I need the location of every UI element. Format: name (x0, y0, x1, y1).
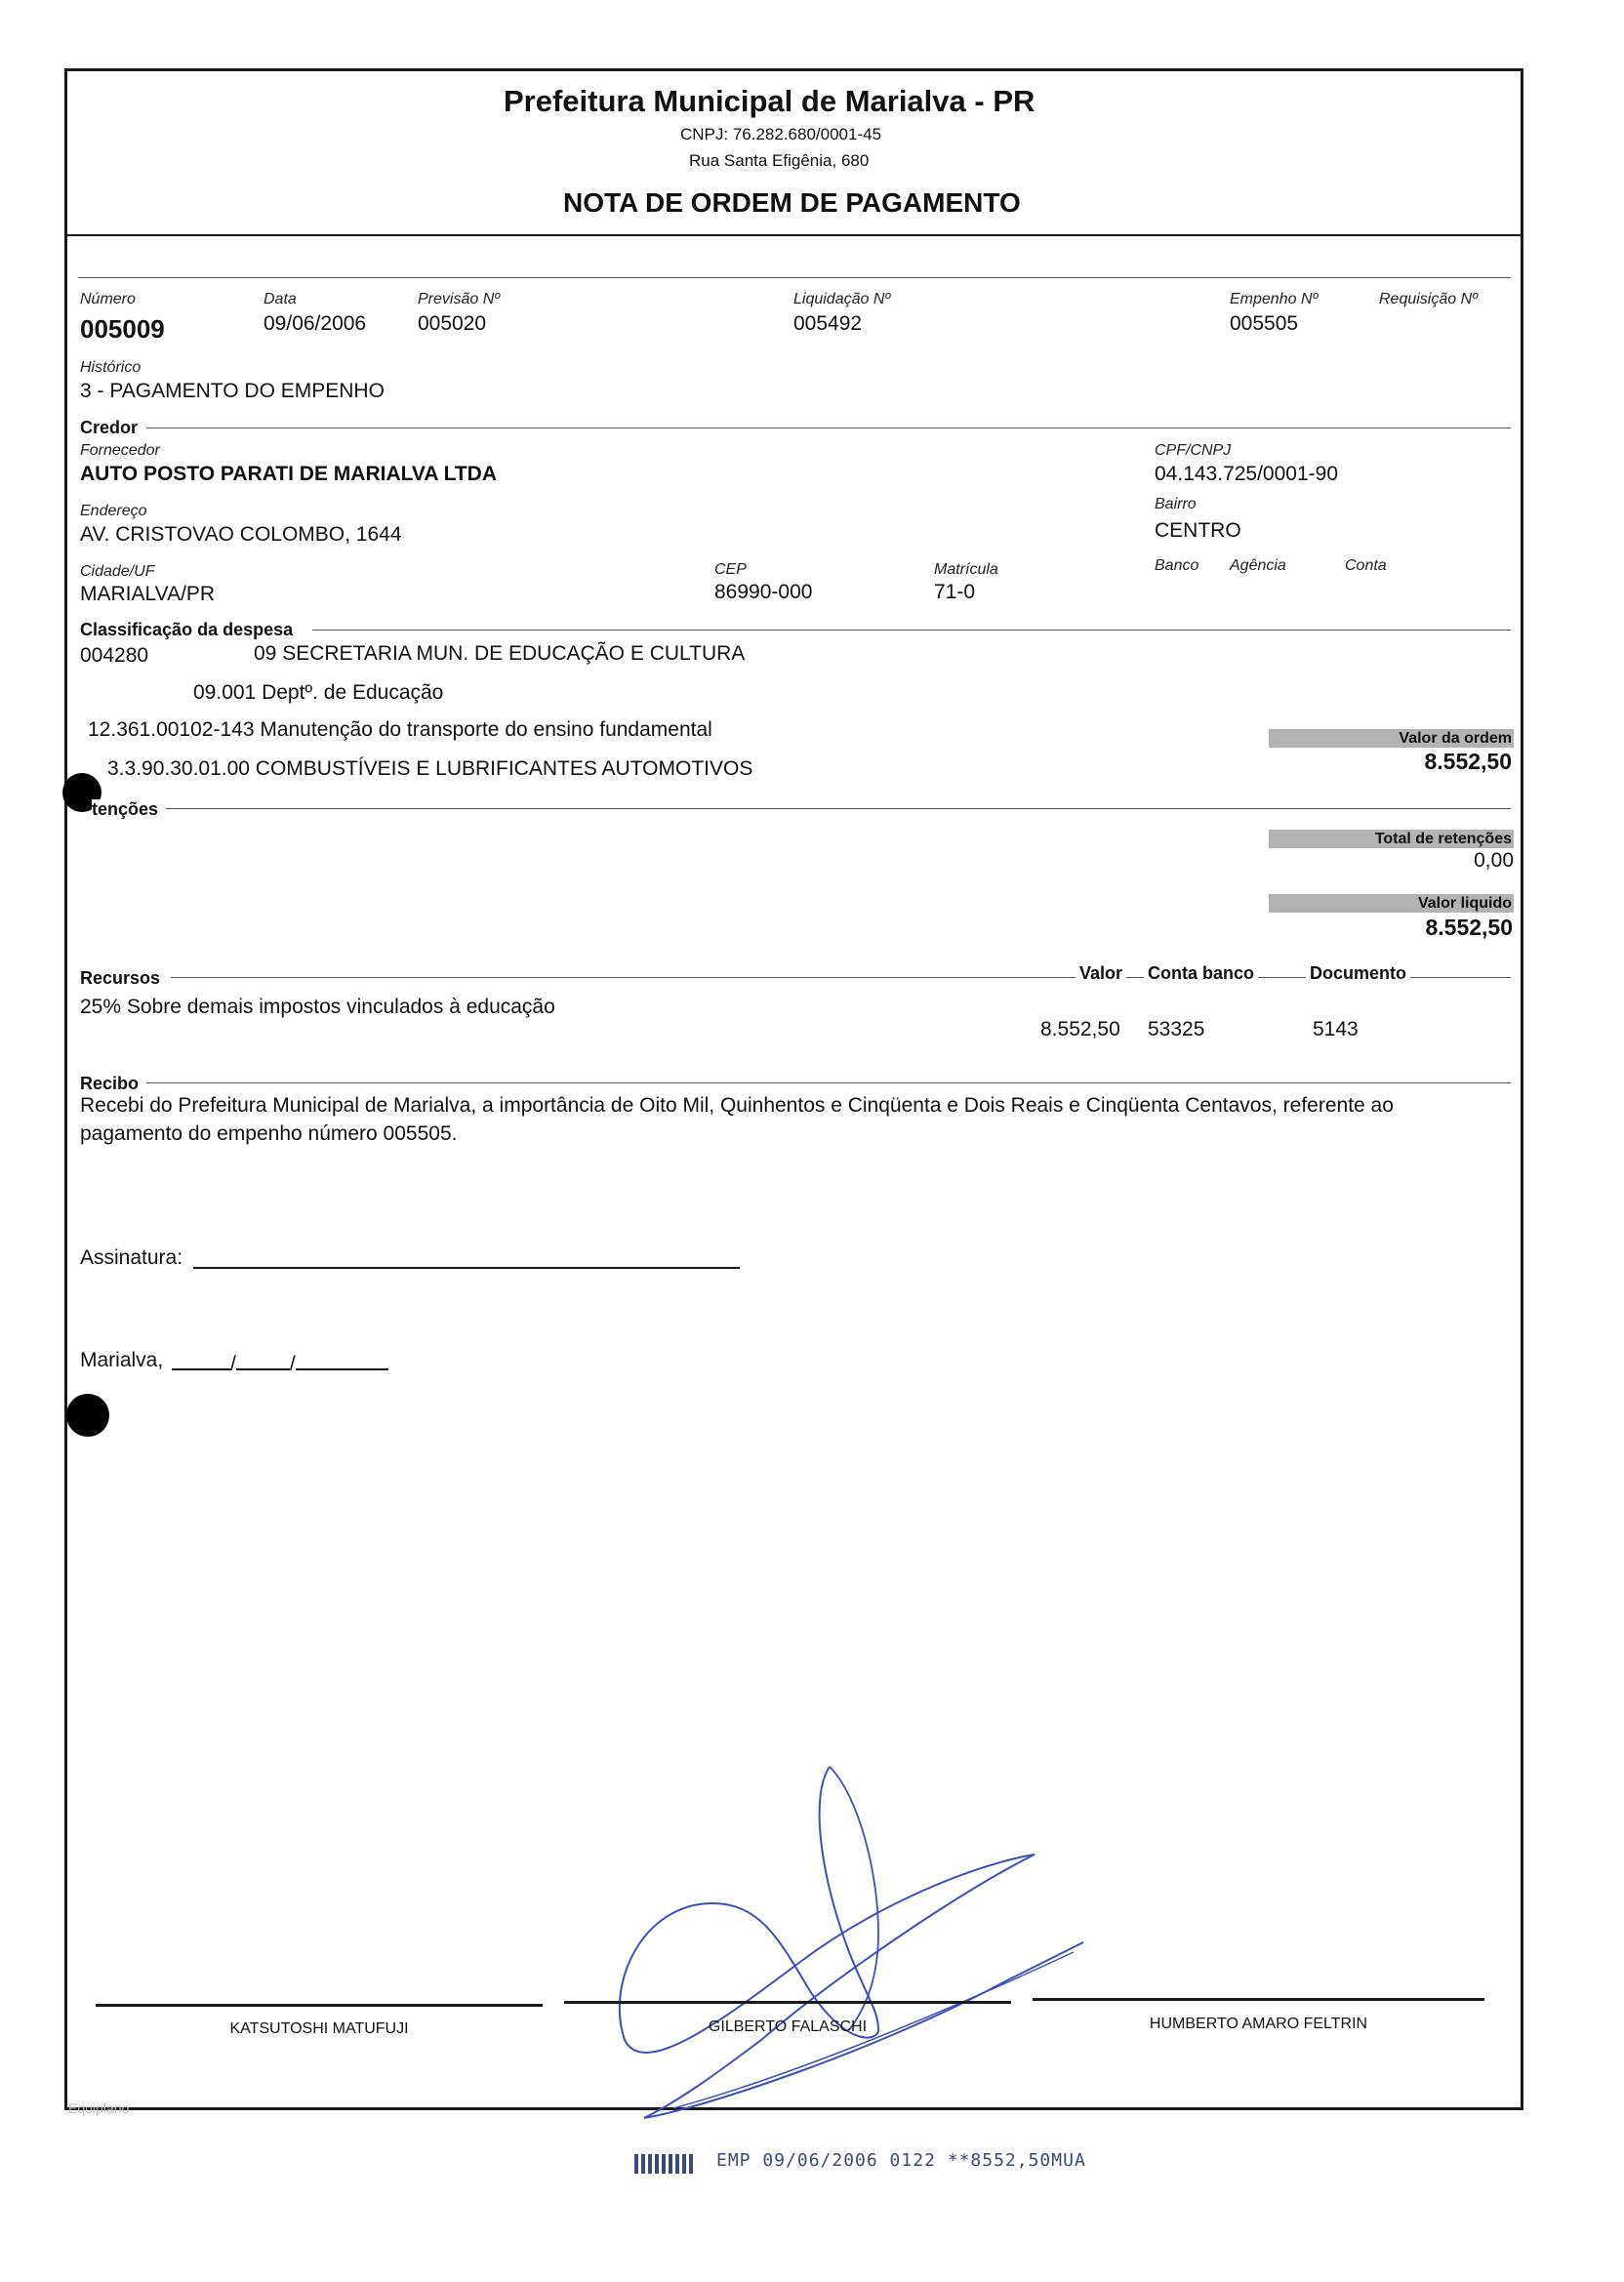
assinatura-line (193, 1267, 740, 1269)
assinatura-label: Assinatura: (80, 1246, 183, 1269)
recursos-documento: 5143 (1313, 1018, 1359, 1040)
dept-text: 09.001 Deptº. de Educação (193, 681, 444, 704)
retencoes-section-title: tenções (92, 799, 164, 820)
valor-liquido-value: 8.552,50 (1425, 915, 1513, 940)
recibo-line-1: Recebi do Prefeitura Municipal de Marialva, a importância de Oito Mil, Quinhentos e Cinqüenta e Dois Reais e Cinqüenta Centavos, referente ao (80, 1094, 1394, 1117)
punch-hole-mark (66, 1394, 109, 1437)
matricula-label: Matrícula (934, 561, 998, 578)
retencoes-divider (166, 808, 1511, 809)
recursos-conta: 53325 (1148, 1018, 1205, 1040)
valor-liquido-label: Valor liquido (1269, 894, 1514, 913)
numero-label: Número (80, 291, 136, 307)
credor-section-title: Credor (80, 418, 143, 438)
requisicao-label: Requisição Nº (1379, 291, 1478, 307)
recibo-section-title: Recibo (80, 1074, 144, 1094)
valor-ordem-value: 8.552,50 (1424, 749, 1512, 774)
cpf-value: 04.143.725/0001-90 (1155, 463, 1339, 485)
bairro-label: Bairro (1155, 496, 1197, 512)
numero-value: 005009 (80, 314, 165, 344)
classificacao-divider (312, 630, 1511, 631)
cpf-label: CPF/CNPJ (1155, 442, 1232, 459)
endereco-value: AV. CRISTOVAO COLOMBO, 1644 (80, 523, 402, 546)
cidade-label: Cidade/UF (80, 563, 155, 580)
recursos-section-title: Recursos (80, 968, 166, 989)
validation-stamp: EMP 09/06/2006 0122 **8552,50MUA (716, 2150, 1086, 2171)
data-value: 09/06/2006 (264, 312, 367, 335)
cnpj-text: CNPJ: 76.282.680/0001-45 (680, 125, 882, 143)
total-retencoes-value: 0,00 (1474, 849, 1514, 872)
recibo-divider (146, 1082, 1511, 1083)
recursos-conta-label: Conta banco (1144, 963, 1258, 984)
programa-text: 12.361.00102-143 Manutenção do transporte do ensino fundamental (88, 718, 712, 741)
secretaria-text: 09 SECRETARIA MUN. DE EDUCAÇÃO E CULTURA (254, 642, 746, 665)
recursos-valor: 8.552,50 (1040, 1018, 1120, 1040)
signatory-3-name: HUMBERTO AMARO FELTRIN (1149, 2016, 1368, 2032)
empenho-label: Empenho Nº (1230, 291, 1319, 307)
header-divider (64, 234, 1523, 236)
classificacao-code: 004280 (80, 644, 149, 667)
fornecedor-value: AUTO POSTO PARATI DE MARIALVA LTDA (80, 463, 497, 485)
liquidacao-value: 005492 (793, 312, 863, 335)
recursos-documento-label: Documento (1306, 963, 1410, 984)
recursos-descricao: 25% Sobre demais impostos vinculados à educação (80, 996, 555, 1018)
cidade-value: MARIALVA/PR (80, 583, 216, 605)
banco-label: Banco (1155, 557, 1199, 574)
elemento-text: 3.3.90.30.01.00 COMBUSTÍVEIS E LUBRIFICANTES AUTOMOTIVOS (107, 757, 753, 780)
signatory-1-name: KATSUTOSHI MATUFUJI (229, 2020, 409, 2037)
total-retencoes-label: Total de retenções (1269, 830, 1514, 848)
fornecedor-label: Fornecedor (80, 442, 160, 459)
endereco-label: Endereço (80, 503, 147, 519)
signature-line-1 (96, 2004, 543, 2007)
ids-top-divider (78, 277, 1511, 278)
recibo-line-2: pagamento do empenho número 005505. (80, 1122, 458, 1145)
empenho-value: 005505 (1230, 312, 1299, 335)
signature-line-2 (564, 2001, 1011, 2004)
historico-label: Histórico (80, 359, 142, 376)
local-label: Marialva, (80, 1349, 164, 1371)
cep-label: CEP (714, 561, 747, 578)
valor-ordem-label: Valor da ordem (1269, 729, 1514, 748)
signatory-2-name: GILBERTO FALASCHI (708, 2018, 868, 2035)
page-title: Prefeitura Municipal de Marialva - PR (504, 84, 1035, 118)
data-label: Data (264, 291, 297, 307)
conta-label: Conta (1345, 557, 1387, 574)
previsao-value: 005020 (418, 312, 487, 335)
validation-stamp-logo (634, 2154, 695, 2174)
recursos-valor-label: Valor (1076, 963, 1126, 984)
previsao-label: Previsão Nº (418, 291, 501, 307)
software-brand: Equiplano (68, 2100, 130, 2116)
handwritten-signature (586, 1757, 1093, 2147)
address-text: Rua Santa Efigênia, 680 (689, 151, 870, 170)
cep-value: 86990-000 (714, 581, 813, 603)
historico-value: 3 - PAGAMENTO DO EMPENHO (80, 380, 385, 402)
document-title: NOTA DE ORDEM DE PAGAMENTO (563, 187, 1021, 218)
bairro-value: CENTRO (1155, 519, 1241, 542)
classificacao-section-title: Classificação da despesa (80, 620, 299, 640)
date-blanks: / / (172, 1349, 388, 1376)
signature-line-3 (1033, 1998, 1484, 2001)
liquidacao-label: Liquidação Nº (793, 291, 891, 307)
agencia-label: Agência (1230, 557, 1286, 574)
matricula-value: 71-0 (934, 581, 976, 603)
